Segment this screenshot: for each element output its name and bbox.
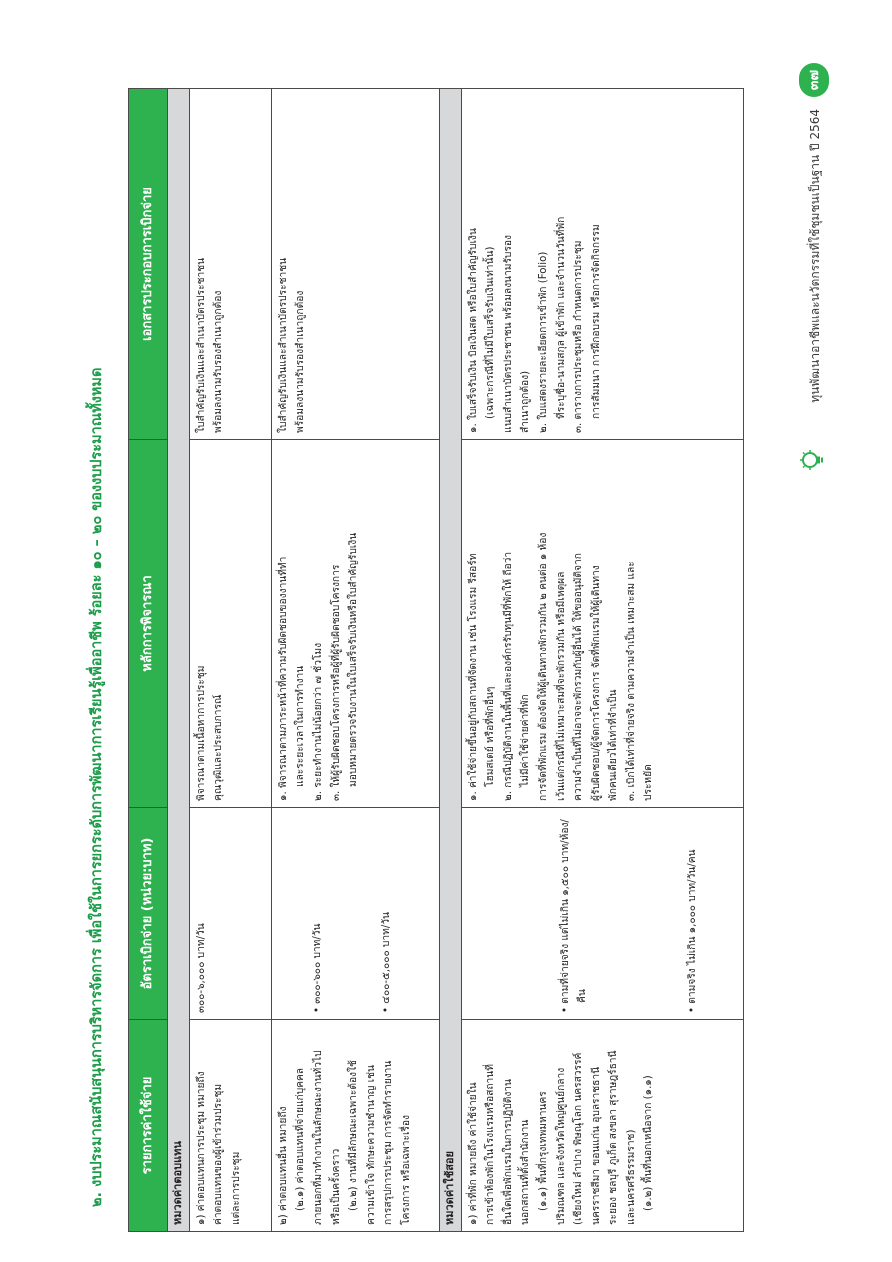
page-title: ๒. งบประมาณสนับสนุนการบริหารจัดการ เพื่อใช้ในการยกระดับการพัฒนาการเรียนรู้เพื่ออาชีพ ร้อยละ ๑๐ – ๒๐ ของงบประมาณทั้งหมด: [89, 367, 105, 1207]
criteria-cell: [271, 440, 439, 808]
item-cell: [271, 1020, 439, 1232]
criteria-line: พักคนเดียวได้เท่าที่จำเป็น: [608, 689, 620, 801]
column-header-item: รายการค่าใช้จ่าย: [129, 1020, 168, 1232]
criteria-cell: [189, 440, 271, 808]
documents-line: พร้อมลงนามรับรองสำเนาถูกต้อง: [213, 290, 225, 433]
documents-line: ๓. ตารางการประชุมหรือ กำหนดการประชุม: [573, 240, 585, 433]
item-line: อื่นใดเพื่อพักแรมในการปฏิบัติงาน: [502, 1079, 514, 1225]
documents-cell: [461, 89, 743, 440]
criteria-line: ๑. ค่าใช้จ่ายขึ้นอยู่กับสถานที่จัดงาน เช่น โรงแรม รีสอร์ท: [467, 553, 479, 801]
table-row: [189, 89, 271, 1232]
column-header-documents: เอกสารประกอบการเบิกจ่าย: [129, 89, 168, 440]
category-label: หมวดค่าตอบแทน: [168, 89, 190, 1232]
criteria-line: ความจำเป็นที่ไม่อาจจะพักรวมกับผู้อื่นได้ ให้ขออนุมัติจาก: [573, 553, 585, 801]
header-row: [129, 89, 168, 1232]
criteria-line: การจัดที่พักแรม ต้องจัดให้ผู้เดินทางพักรวมกัน ๒ คนต่อ ๑ ห้อง: [538, 532, 549, 801]
documents-cell: [271, 89, 439, 440]
item-line: หรือเป็นครั้งคราว: [330, 1148, 342, 1225]
criteria-line: พิจารณาตามเนื้อหาการประชุม: [195, 665, 207, 801]
item-line: การเข้าห้องพักในโรงแรมหรือสถานที่: [485, 1064, 497, 1225]
budget-table: [128, 88, 744, 1232]
criteria-line: และระยะเวลาในการทำงาน: [295, 665, 307, 787]
item-line: (๑.๑) พื้นที่กรุงเทพมหานคร: [538, 1091, 549, 1211]
column-header-criteria: หลักการพิจารณา: [129, 440, 168, 808]
criteria-line: ๓. ให้ผู้รับผิดชอบโครงการหรือผู้ที่ผู้รับผิดชอบโครงการ: [330, 564, 342, 801]
lightbulb-icon: [800, 448, 828, 472]
item-line: นอกสถานที่ตั้งสำนักงาน: [520, 1119, 532, 1225]
item-line: ปริมณฑล และจังหวัดใหญ่ศูนย์กลาง: [555, 1067, 567, 1225]
rate-cell: [189, 808, 271, 1020]
rate-cell: [461, 808, 743, 1020]
documents-cell: [189, 89, 271, 440]
page-number-badge: ๓๗: [799, 63, 829, 97]
item-line: ๑) ค่าที่พัก หมายถึง ค่าใช้จ่ายใน: [467, 1082, 479, 1225]
criteria-line: ๒. กรณีปฏิบัติงานในพื้นที่และองค์กรรับทุนมีที่พักให้ ถือว่า: [502, 551, 514, 801]
item-line: (เชียงใหม่ ลำปาง พิษณุโลก นครสวรรค์: [573, 1052, 585, 1225]
criteria-cell: [461, 440, 743, 808]
criteria-line: คุณวุฒิและประสบการณ์: [213, 694, 225, 801]
criteria-line: โฮมสเตย์ หรือที่พักอื่นๆ: [485, 686, 497, 787]
item-line: โครงการ หรือเฉพาะเรื่อง: [400, 1114, 412, 1225]
rate-value: • ตามจริง ไม่เกิน ๑,๐๐๐ บาท/วัน/คน: [686, 849, 698, 1013]
item-line: และนครศรีธรรมราช): [625, 1129, 637, 1225]
category-label: หมวดค่าใช้สอย: [439, 89, 461, 1232]
item-cell: [189, 1020, 271, 1232]
table-row: [271, 89, 439, 1232]
criteria-line: ๓. เบิกได้เท่าที่จ่ายจริง ตามความจำเป็น เหมาะสม และ: [625, 561, 637, 801]
item-line: การสรุปการประชุม การจัดทำรายงาน: [383, 1060, 395, 1225]
documents-line: (เฉพาะกรณีที่ไม่มีใบเสร็จรับเงินเท่านั้น): [485, 246, 497, 419]
item-line: (๒.๑) ค่าตอบแทนที่จ่ายแก่บุคคล: [295, 1067, 307, 1211]
criteria-line: ไม่มีค่าใช้จ่ายค่าที่พัก: [520, 694, 532, 787]
criteria-line: ผู้รับผิดชอบ/ผู้จัดการโครงการ จัดที่พักแรมให้ผู้เดินทาง: [590, 565, 602, 801]
criteria-line: มอบหมายตรวจรับงานในใบเสร็จรับเงินหรือใบสำคัญรับเงิน: [348, 532, 360, 787]
item-line: แต่ละการประชุม: [231, 1151, 242, 1225]
item-line: ค่าตอบแทนของผู้เข้าร่วมประชุม: [213, 1083, 225, 1225]
documents-line: ใบสำคัญรับเงินและสำเนาบัตรประชาชน: [195, 257, 207, 433]
documents-line: ๑. ใบเสร็จรับเงิน บิลเงินสด หรือใบสำคัญรับเงิน: [467, 228, 479, 433]
item-line: ๒) ค่าตอบแทนอื่น หมายถึง: [277, 1106, 289, 1225]
documents-line: พร้อมลงนามรับรองสำเนาถูกต้อง: [295, 290, 307, 433]
item-line: ภายนอกที่มาทำงานในลักษณะงานทั่วไป: [313, 1050, 324, 1225]
category-row: [439, 89, 461, 1232]
item-cell: [461, 1020, 743, 1232]
criteria-line: ประหยัด: [643, 764, 655, 801]
table-row: [461, 89, 743, 1232]
footer-text: ทุนพัฒนาอาชีพและนวัตกรรมที่ใช้ชุมชนเป็นฐาน ปี 2564: [808, 109, 822, 403]
item-line: ความเข้าใจ ทักษะความชำนาญ เช่น: [365, 1065, 377, 1225]
criteria-line: เว้นแต่กรณีที่ไม่เหมาะสมที่จะพักรวมกัน หรือมีเหตุผล: [555, 571, 567, 801]
rate-cell: [271, 808, 439, 1020]
category-row: [168, 89, 190, 1232]
criteria-line: ๑. พิจารณาตามภาระหน้าที่ความรับผิดชอบของงานที่ทำ: [277, 556, 289, 801]
criteria-line: ๒. ระยะทำงานไม่น้อยกว่า ๗ ชั่วโมง: [313, 642, 324, 801]
item-line: (๒.๒) งานที่มีลักษณะเฉพาะต้องใช้: [348, 1060, 360, 1211]
item-line: นครราชสีมา ขอนแก่น อุบลราชธานี: [590, 1066, 602, 1225]
rate-value: • ๓๐๐-๖๐๐ บาท/วัน: [311, 923, 323, 1013]
item-line: ระยอง ชลบุรี ภูเก็ต สงขลา สุราษฎร์ธานี: [608, 1050, 620, 1225]
documents-line: ที่ระบุชื่อ-นามสกุล ผู้เข้าพัก และจำนวนวันที่พัก: [555, 216, 567, 419]
documents-line: ใบสำคัญรับเงินและสำเนาบัตรประชาชน: [277, 257, 289, 433]
rate-value: ๓๐๐-๖,๐๐๐ บาท/วัน: [195, 923, 207, 1013]
column-header-rate: อัตราเบิกจ่าย (หน่วย:บาท): [129, 808, 168, 1020]
documents-line: แนบสำเนาบัตรประชาชน พร้อมลงนามรับรอง: [502, 235, 514, 433]
item-line: ๑) ค่าตอบแทนการประชุม หมายถึง: [195, 1071, 207, 1225]
documents-line: ๒. ใบแสดงรายละเอียดการเข้าพัก (Folio): [538, 251, 549, 433]
item-line: (๑.๒) พื้นที่นอกเหนือจาก (๑.๑): [643, 1075, 655, 1211]
rate-value: • ตามที่จ่ายจริง แต่ไม่เกิน ๑,๕๐๐ บาท/ห้อง/คืน: [559, 819, 589, 1013]
rate-value: • ๔๐๐-๕,๐๐๐ บาท/วัน: [381, 912, 393, 1013]
documents-line: สำเนาถูกต้อง): [520, 370, 532, 433]
documents-line: การสัมมนา การฝึกอบรม หรือการจัดกิจกรรม: [590, 224, 602, 419]
